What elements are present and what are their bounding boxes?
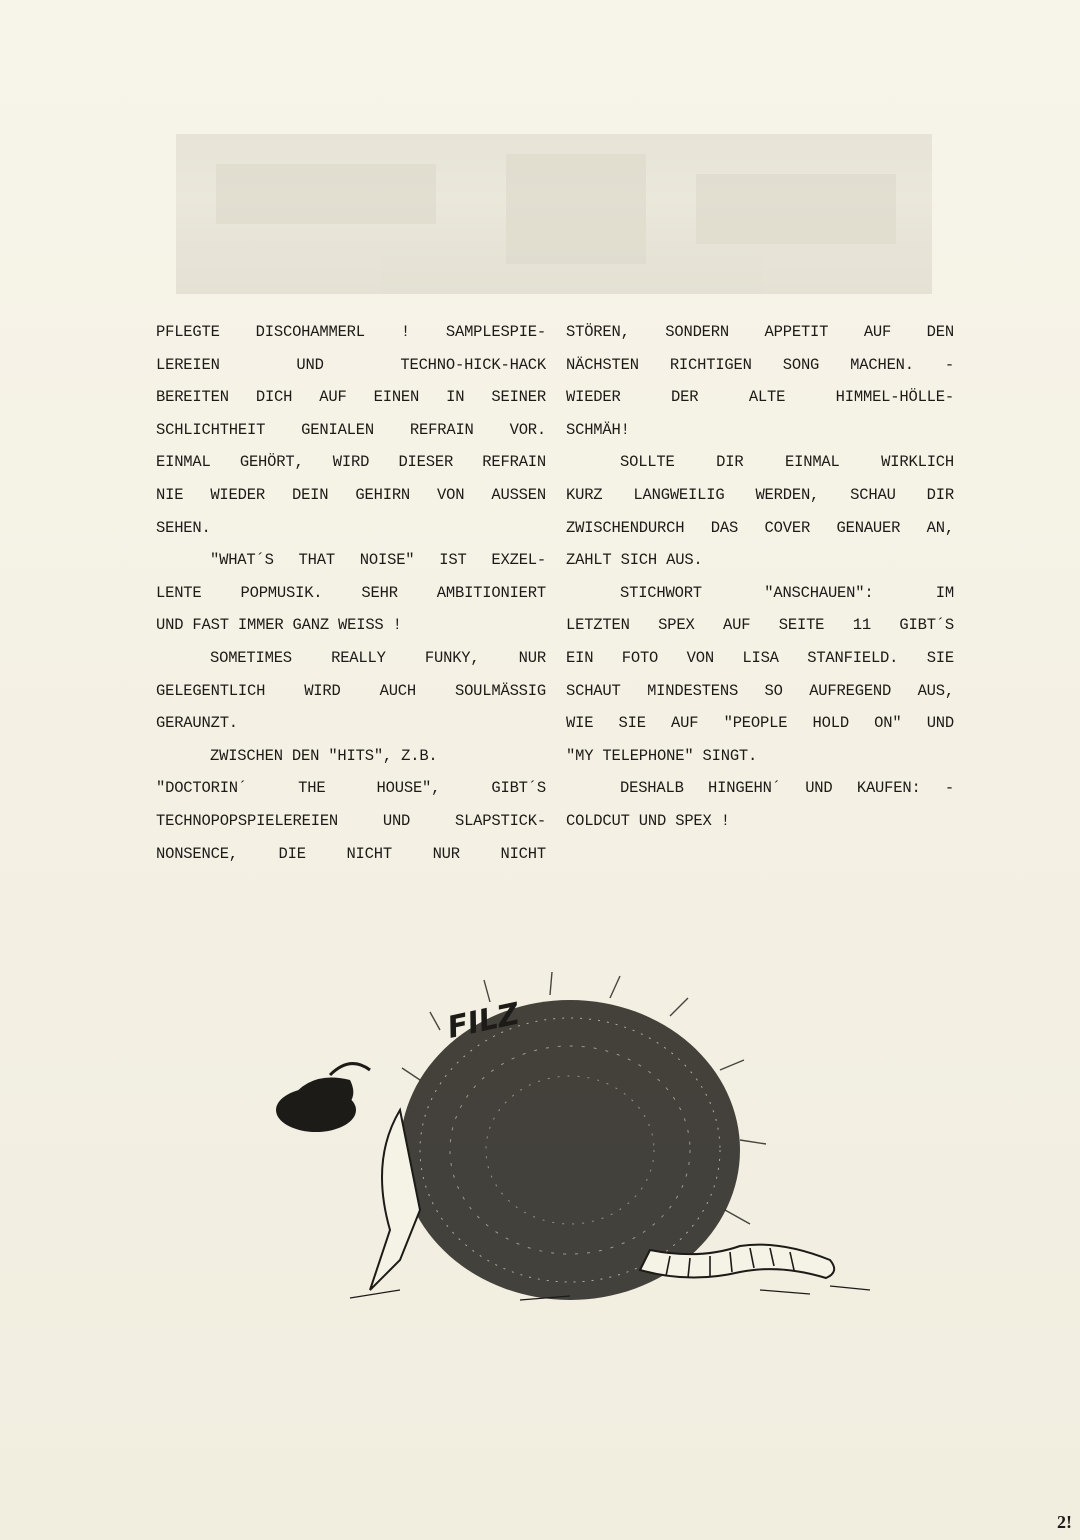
page-number: 2! [1057,1512,1072,1532]
text-line: LENTE POPMUSIK. SEHR AMBITIONIERT [156,583,546,602]
text-line: SCHLICHTHEIT GENIALEN REFRAIN VOR. [156,420,546,439]
text-line: STICHWORT "ANSCHAUEN": IM [620,583,954,602]
text-line: WIE SIE AUF "PEOPLE HOLD ON" UND [566,714,954,733]
text-line: ZAHLT SICH AUS. [566,551,703,570]
right-text-column [566,316,954,838]
text-line: BEREITEN DICH AUF EINEN IN SEINER [156,388,546,407]
text-line: SCHAUT MINDESTENS SO AUFREGEND AUS, [566,681,954,700]
text-line: WIEDER DER ALTE HIMMEL-HÖLLE- [566,388,954,407]
text-line: "MY TELEPHONE" SINGT. [566,746,758,765]
text-line: NONSENCE, DIE NICHT NUR NICHT [156,844,546,863]
text-line: LEREIEN UND TECHNO-HICK-HACK [156,355,546,374]
faded-header-photo [176,134,932,294]
text-line: STÖREN, SONDERN APPETIT AUF DEN [566,323,954,341]
text-line: "DOCTORIN´ THE HOUSE", GIBT´S [156,779,546,798]
text-line: TECHNOPOPSPIELEREIEN UND SLAPSTICK- [156,811,546,830]
text-line: SOMETIMES REALLY FUNKY, NUR [210,648,546,667]
text-line: EIN FOTO VON LISA STANFIELD. SIE [566,648,954,667]
text-line: GELEGENTLICH WIRD AUCH SOULMÄSSIG [156,681,546,700]
text-line: NIE WIEDER DEIN GEHIRN VON AUSSEN [156,485,546,504]
text-line: COLDCUT UND SPEX ! [566,811,730,830]
text-line: ZWISCHEN DEN "HITS", Z.B. [210,746,438,765]
text-line: LETZTEN SPEX AUF SEITE 11 GIBT´S [566,616,954,635]
text-line: "WHAT´S THAT NOISE" IST EXZEL- [210,551,546,570]
text-line: UND FAST IMMER GANZ WEISS ! [156,616,402,635]
illustration-lettering: FILZ [444,996,523,1046]
text-line: KURZ LANGWEILIG WERDEN, SCHAU DIR [566,485,954,504]
text-line: PFLEGTE DISCOHAMMERL ! SAMPLESPIE- [156,323,546,341]
text-line: DESHALB HINGEHN´ UND KAUFEN: - [620,779,954,798]
text-line: NÄCHSTEN RICHTIGEN SONG MACHEN. - [566,355,954,374]
text-line: GERAUNZT. [156,714,238,733]
text-line: SCHMÄH! [566,420,630,439]
hairy-creature-illustration-icon [270,960,880,1320]
text-line: EINMAL GEHÖRT, WIRD DIESER REFRAIN [156,453,546,472]
text-line: ZWISCHENDURCH DAS COVER GENAUER AN, [566,518,954,537]
text-line: SOLLTE DIR EINMAL WIRKLICH [620,453,954,472]
left-text-column [156,316,546,870]
text-line: SEHEN. [156,518,211,537]
